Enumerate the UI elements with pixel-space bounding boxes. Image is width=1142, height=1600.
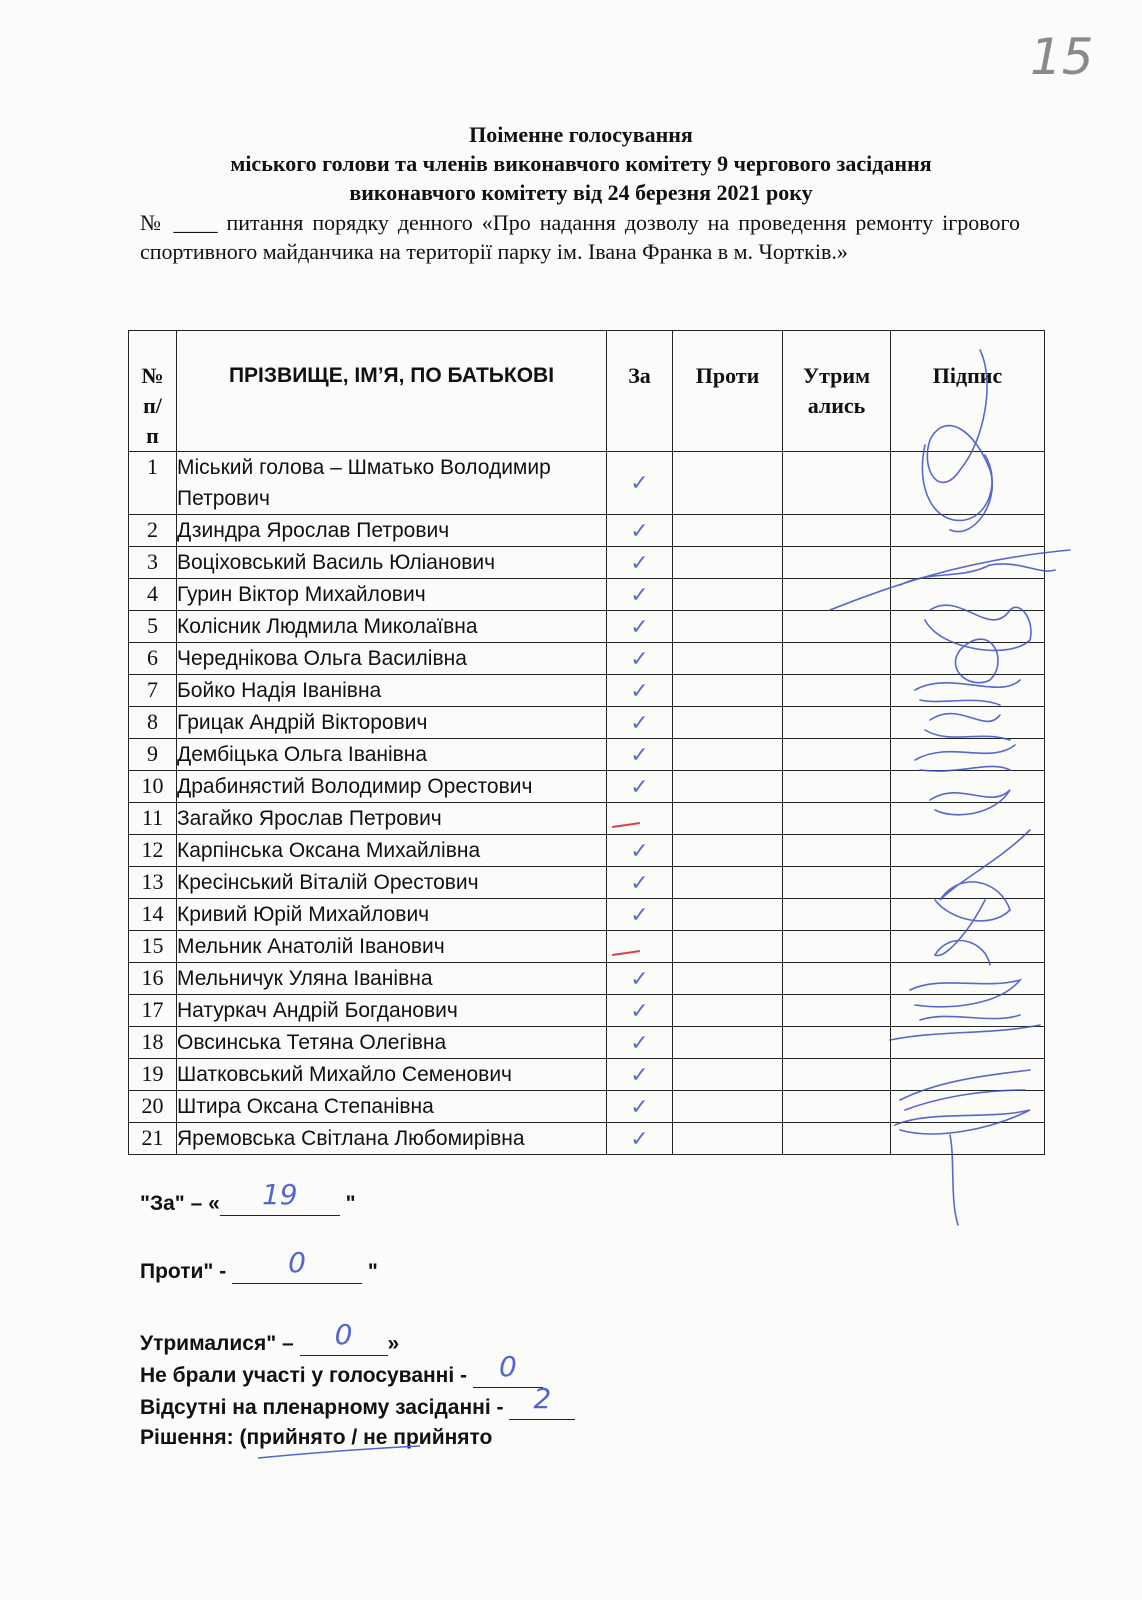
vote-abstained-cell [783,675,891,707]
vote-for-cell [607,611,673,643]
vote-abstained-cell [783,452,891,515]
checkmark-icon: ✓ [630,870,649,896]
vote-against-cell [673,675,783,707]
vote-abstained-cell [783,931,891,963]
member-name: Гурин Віктор Михайлович [177,579,607,611]
vote-for-cell [607,963,673,995]
vote-for-cell [607,707,673,739]
checkmark-icon: ✓ [630,998,649,1024]
table-row [129,771,1045,803]
member-name: Дзиндра Ярослав Петрович [177,515,607,547]
checkmark-icon: ✓ [630,550,649,576]
vote-abstained-cell [783,963,891,995]
row-number: 14 [129,899,177,931]
vote-for-cell [607,579,673,611]
signature-cell [891,1059,1045,1091]
signature-cell [891,1091,1045,1123]
vote-against-cell [673,1123,783,1155]
table-row [129,899,1045,931]
signature-cell [891,643,1045,675]
summary-against: Проти" - 0 " [140,1246,378,1283]
vote-for-cell [607,931,673,963]
vote-against-cell [673,707,783,739]
checkmark-icon: ✓ [630,774,649,800]
vote-against-cell [673,771,783,803]
member-name: Овсинська Тетяна Олегівна [177,1027,607,1059]
table-row [129,675,1045,707]
member-name: Драбинястий Володимир Орестович [177,771,607,803]
vote-for-cell [607,1059,673,1091]
checkmark-icon: ✓ [630,966,649,992]
vote-abstained-cell [783,547,891,579]
vote-against-cell [673,739,783,771]
row-number: 18 [129,1027,177,1059]
signature-cell [891,515,1045,547]
member-name: Натуркач Андрій Богданович [177,995,607,1027]
row-number: 16 [129,963,177,995]
table-row [129,931,1045,963]
vote-abstained-cell [783,611,891,643]
member-name: Штира Оксана Степанівна [177,1091,607,1123]
vote-abstained-cell [783,835,891,867]
signature-cell [891,899,1045,931]
member-name: Кресінський Віталій Орестович [177,867,607,899]
signature-cell [891,803,1045,835]
signature-cell [891,707,1045,739]
signature-cell [891,867,1045,899]
table-row [129,835,1045,867]
vote-against-cell [673,899,783,931]
member-name: Дембіцька Ольга Іванівна [177,739,607,771]
signature-cell [891,771,1045,803]
header-for: За [607,331,673,452]
vote-for-cell [607,515,673,547]
vote-against-cell [673,611,783,643]
vote-abstained-cell [783,995,891,1027]
row-number: 12 [129,835,177,867]
vote-for-cell [607,739,673,771]
vote-against-cell [673,931,783,963]
summary-abstained: Утрималися" – 0 » [140,1318,400,1355]
vote-for-cell [607,675,673,707]
vote-against-cell [673,963,783,995]
summary-decision: Рішення: (прийнято / не прийнято [140,1426,493,1449]
signature-cell [891,675,1045,707]
vote-abstained-cell [783,1123,891,1155]
member-name: Мельничук Уляна Іванівна [177,963,607,995]
signature-cell [891,547,1045,579]
row-number: 13 [129,867,177,899]
signature-cell [891,452,1045,515]
signature-cell [891,931,1045,963]
checkmark-icon: ✓ [630,678,649,704]
vote-abstained-cell [783,899,891,931]
row-number: 7 [129,675,177,707]
member-name: Кривий Юрій Михайлович [177,899,607,931]
table-row [129,963,1045,995]
header-name: ПРІЗВИЩЕ, ІМ’Я, ПО БАТЬКОВІ [177,331,607,452]
row-number: 15 [129,931,177,963]
checkmark-icon: ✓ [630,1062,649,1088]
vote-abstained-cell [783,1027,891,1059]
dash-mark-icon [611,950,639,956]
row-number: 2 [129,515,177,547]
vote-against-cell [673,803,783,835]
checkmark-icon: ✓ [630,614,649,640]
header-number: № п/п [129,331,177,452]
header-signature: Підпис [891,331,1045,452]
table-row [129,803,1045,835]
member-name: Череднікова Ольга Василівна [177,643,607,675]
vote-abstained-cell [783,1059,891,1091]
row-number: 17 [129,995,177,1027]
checkmark-icon: ✓ [630,742,649,768]
table-row [129,707,1045,739]
row-number: 20 [129,1091,177,1123]
vote-abstained-cell [783,803,891,835]
signature-cell [891,995,1045,1027]
table-row [129,579,1045,611]
member-name: Шатковський Михайло Семенович [177,1059,607,1091]
vote-for-cell [607,643,673,675]
vote-abstained-cell [783,739,891,771]
vote-against-cell [673,515,783,547]
row-number: 8 [129,707,177,739]
signature-cell [891,835,1045,867]
vote-against-cell [673,867,783,899]
vote-for-cell [607,771,673,803]
vote-against-cell [673,1027,783,1059]
vote-against-cell [673,995,783,1027]
vote-for-cell [607,1091,673,1123]
checkmark-icon: ✓ [630,1126,649,1152]
summary-not-voted: Не брали участі у голосуванні - 0 [140,1362,543,1388]
handwritten-abstained-count: 0 [334,1318,353,1351]
row-number: 3 [129,547,177,579]
row-number: 6 [129,643,177,675]
member-name: Яремовська Світлана Любомирівна [177,1123,607,1155]
vote-against-cell [673,1091,783,1123]
vote-for-cell [607,1123,673,1155]
vote-for-cell [607,835,673,867]
row-number: 21 [129,1123,177,1155]
member-name: Воціховський Василь Юліанович [177,547,607,579]
table-row [129,1059,1045,1091]
row-number: 1 [129,452,177,515]
vote-abstained-cell [783,1091,891,1123]
table-row [129,452,1045,515]
checkmark-icon: ✓ [630,902,649,928]
member-name: Грицак Андрій Вікторович [177,707,607,739]
document-title [140,120,1022,207]
title-line-1: Поіменне голосування [469,122,693,147]
vote-against-cell [673,1059,783,1091]
page-number: 15 [1030,28,1094,86]
checkmark-icon: ✓ [630,471,649,496]
signature-cell [891,611,1045,643]
table-row [129,1123,1045,1155]
checkmark-icon: ✓ [630,582,649,608]
vote-against-cell [673,643,783,675]
table-row [129,1091,1045,1123]
signature-cell [891,579,1045,611]
vote-abstained-cell [783,771,891,803]
table-row [129,611,1045,643]
title-line-3: виконавчого комітету від 24 березня 2021 року [349,180,813,205]
checkmark-icon: ✓ [630,646,649,672]
title-line-2: міського голови та членів виконавчого комітету 9 чергового засідання [230,151,932,176]
checkmark-icon: ✓ [630,1030,649,1056]
handwritten-absent-count: 2 [533,1382,552,1415]
checkmark-icon: ✓ [630,1094,649,1120]
table-row [129,643,1045,675]
table-row [129,867,1045,899]
signature-cell [891,1123,1045,1155]
member-name: Міський голова – Шматько Володимир Петрович [177,452,607,515]
handwritten-not-voted-count: 0 [498,1350,517,1383]
vote-for-cell [607,899,673,931]
table-row [129,995,1045,1027]
member-name: Загайко Ярослав Петрович [177,803,607,835]
checkmark-icon: ✓ [630,518,649,544]
summary-absent: Відсутні на пленарному засіданні - 2 [140,1394,575,1420]
signature-cell [891,739,1045,771]
table-row [129,515,1045,547]
signature-cell [891,1027,1045,1059]
vote-against-cell [673,452,783,515]
table-row [129,547,1045,579]
vote-for-cell [607,452,673,515]
table-row [129,1027,1045,1059]
checkmark-icon: ✓ [630,838,649,864]
handwritten-against-count: 0 [288,1246,306,1279]
vote-abstained-cell [783,707,891,739]
row-number: 4 [129,579,177,611]
vote-abstained-cell [783,643,891,675]
signature-cell [891,963,1045,995]
member-name: Бойко Надія Іванівна [177,675,607,707]
row-number: 10 [129,771,177,803]
vote-against-cell [673,835,783,867]
agenda-item: № ____ питання порядку денного «Про надання дозволу на проведення ремонту ігрового спортивного майданчика на території парку ім. Івана Франка в м. Чортків.» [140,210,1020,264]
voting-table [128,330,1045,1155]
vote-for-cell [607,1027,673,1059]
vote-against-cell [673,547,783,579]
member-name: Мельник Анатолій Іванович [177,931,607,963]
row-number: 9 [129,739,177,771]
dash-mark-icon [611,822,639,828]
vote-abstained-cell [783,515,891,547]
vote-for-cell [607,547,673,579]
row-number: 19 [129,1059,177,1091]
vote-for-cell [607,803,673,835]
vote-against-cell [673,579,783,611]
vote-abstained-cell [783,867,891,899]
vote-abstained-cell [783,579,891,611]
table-row [129,739,1045,771]
handwritten-for-count: 19 [261,1178,298,1211]
row-number: 11 [129,803,177,835]
checkmark-icon: ✓ [630,710,649,736]
member-name: Колісник Людмила Миколаївна [177,611,607,643]
summary-for: "За" – « 19 " [140,1178,356,1215]
header-abstained: Утрим ались [783,331,891,452]
member-name: Карпінська Оксана Михайлівна [177,835,607,867]
header-against: Проти [673,331,783,452]
vote-for-cell [607,995,673,1027]
row-number: 5 [129,611,177,643]
vote-for-cell [607,867,673,899]
